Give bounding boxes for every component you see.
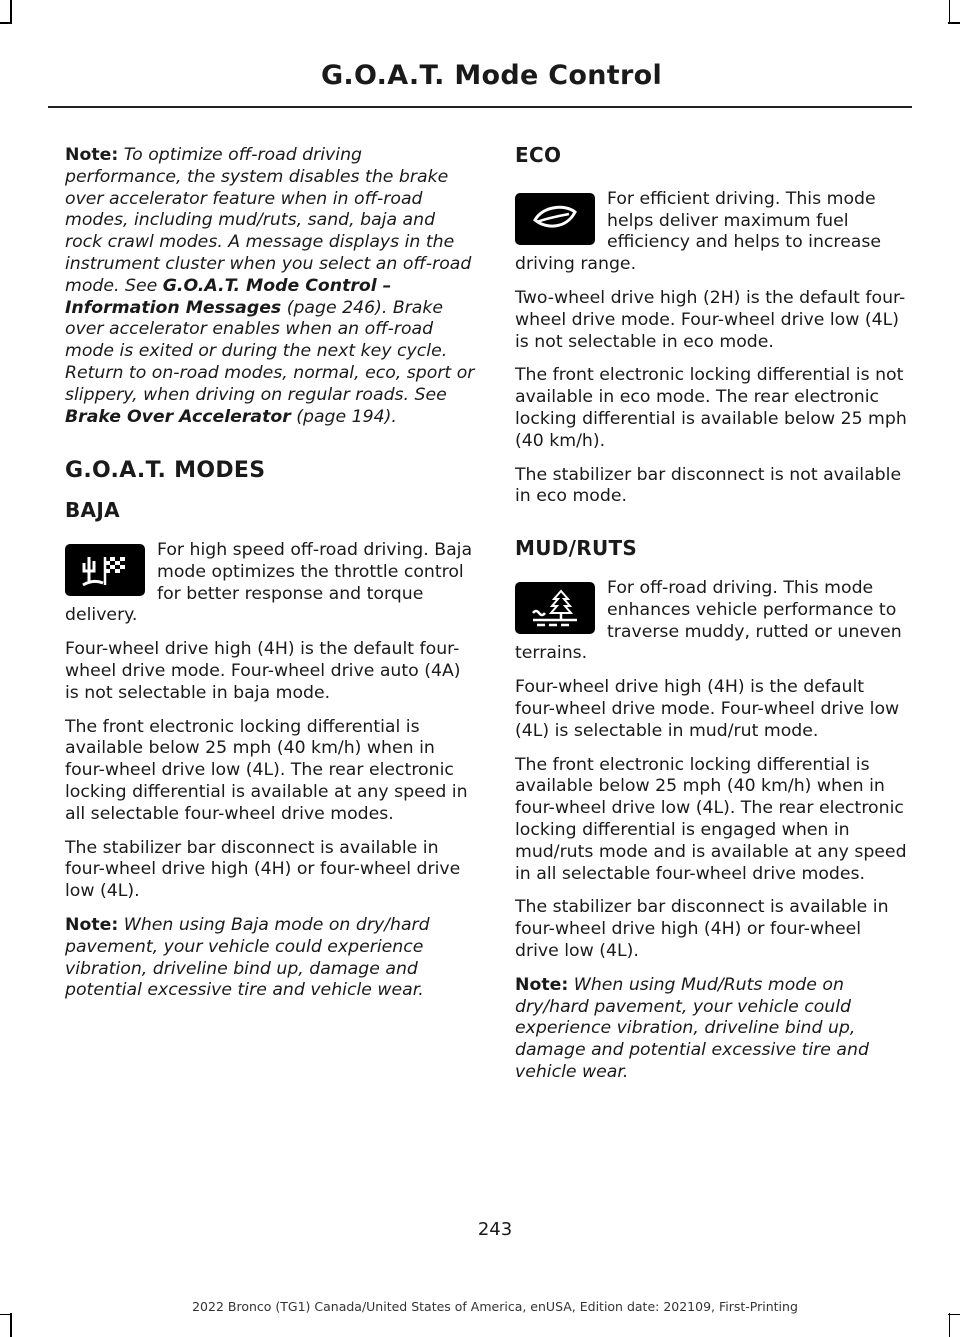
baja-locking-text: The front electronic locking differential is available below 25 mph (40 km/h) when in four-wheel drive low (4L). The rear electronic locking differential is available at any speed in all selectable four-wheel drive modes.: [65, 716, 468, 824]
baja-4wd-text: Four-wheel drive high (4H) is the default four-wheel drive mode. Four-wheel drive auto (4A) is not selectable in baja mode.: [65, 639, 461, 703]
crop-mark: [949, 0, 951, 24]
note-label: Note:: [65, 914, 119, 935]
eco-heading: ECO: [515, 143, 562, 167]
baja-description: For high speed off-road driving. Baja mode optimizes the throttle control for better response and torque delivery.: [65, 539, 473, 626]
page-header-title: G.O.A.T. Mode Control: [320, 60, 662, 91]
mud-stabilizer-text: The stabilizer bar disconnect is available in four-wheel drive high (4H) or four-wheel drive low (4L).: [515, 897, 889, 961]
crop-mark: [949, 1313, 951, 1337]
crop-mark: [0, 22, 12, 24]
note-text: When using Mud/Ruts mode on dry/hard pavement, your vehicle could experience vibration, driveline bind up, damage and potential excessive tire and vehicle wear.: [515, 974, 869, 1082]
mud-description: For off-road driving. This mode enhances vehicle performance to traverse muddy, rutted or uneven terrains.: [515, 577, 902, 664]
mud-note: [515, 975, 907, 1084]
mud-locking-text: The front electronic locking differential is available below 25 mph (40 km/h) when in four-wheel drive low (4L). The rear electronic locking differential is engaged when in mud/ruts mode and is available at any speed in all selectable four-wheel drive modes.: [515, 754, 907, 884]
note-label: Note:: [65, 145, 119, 165]
mud-ruts-mode-icon: [515, 582, 595, 634]
section-title: G.O.A.T. MODES: [65, 458, 266, 484]
footer-edition: 2022 Bronco (TG1) Canada/United States of America, enUSA, Edition date: 202109, First-Printing: [192, 1299, 798, 1314]
page-number: 243: [477, 1219, 513, 1240]
baja-heading: BAJA: [65, 498, 120, 523]
right-column: [515, 145, 907, 1096]
note-offroad-brake: [65, 145, 475, 428]
note-text: (page 246). Brake over accelerator enables when an off-road mode is exited or during the next key cycle. Return to on-road modes, normal, eco, sport or slippery, when driving on regular roads. See: [65, 297, 475, 405]
note-text: When using Baja mode on dry/hard pavement, your vehicle could experience vibration, driveline bind up, damage and potential excessive tire and vehicle wear.: [65, 914, 430, 1001]
header-divider: [48, 106, 912, 108]
eco-leaf-icon: [515, 193, 595, 245]
mud-ruts-heading: MUD/RUTS: [515, 536, 638, 561]
note-text: (page 194).: [290, 406, 397, 427]
xref-info-messages[interactable]: G.O.A.T. Mode Control – Information Messages: [65, 275, 392, 318]
eco-description: For efficient driving. This mode helps deliver maximum fuel efficiency and helps to increase driving range.: [515, 188, 881, 275]
xref-brake-over-accelerator[interactable]: Brake Over Accelerator: [65, 406, 291, 427]
crop-mark: [10, 1313, 12, 1337]
left-column: [65, 145, 475, 1014]
mud-4wd-text: Four-wheel drive high (4H) is the default four-wheel drive mode. Four-wheel drive low (4L) is selectable in mud/rut mode.: [515, 677, 900, 741]
eco-locking-text: The front electronic locking differential is not available in eco mode. The rear electronic locking differential is available below 25 mph (40 km/h).: [515, 365, 907, 451]
baja-note: [65, 915, 475, 1002]
eco-stabilizer-text: The stabilizer bar disconnect is not available in eco mode.: [515, 464, 902, 507]
baja-stabilizer-text: The stabilizer bar disconnect is available in four-wheel drive high (4H) or four-wheel drive low (4L).: [65, 837, 461, 902]
crop-mark: [10, 0, 12, 24]
baja-mode-icon: [65, 544, 145, 596]
note-text: To optimize off-road driving performance, the system disables the brake over accelerator feature when in off-road modes, including mud/ruts, sand, baja and rock crawl modes. A message displays in the instrument cluster when you select an off-road mode. See: [65, 145, 472, 296]
note-label: Note:: [515, 974, 569, 995]
eco-4wd-text: Two-wheel drive high (2H) is the default four-wheel drive mode. Four-wheel drive low (4L) is not selectable in eco mode.: [515, 287, 906, 352]
crop-mark: [948, 22, 960, 24]
